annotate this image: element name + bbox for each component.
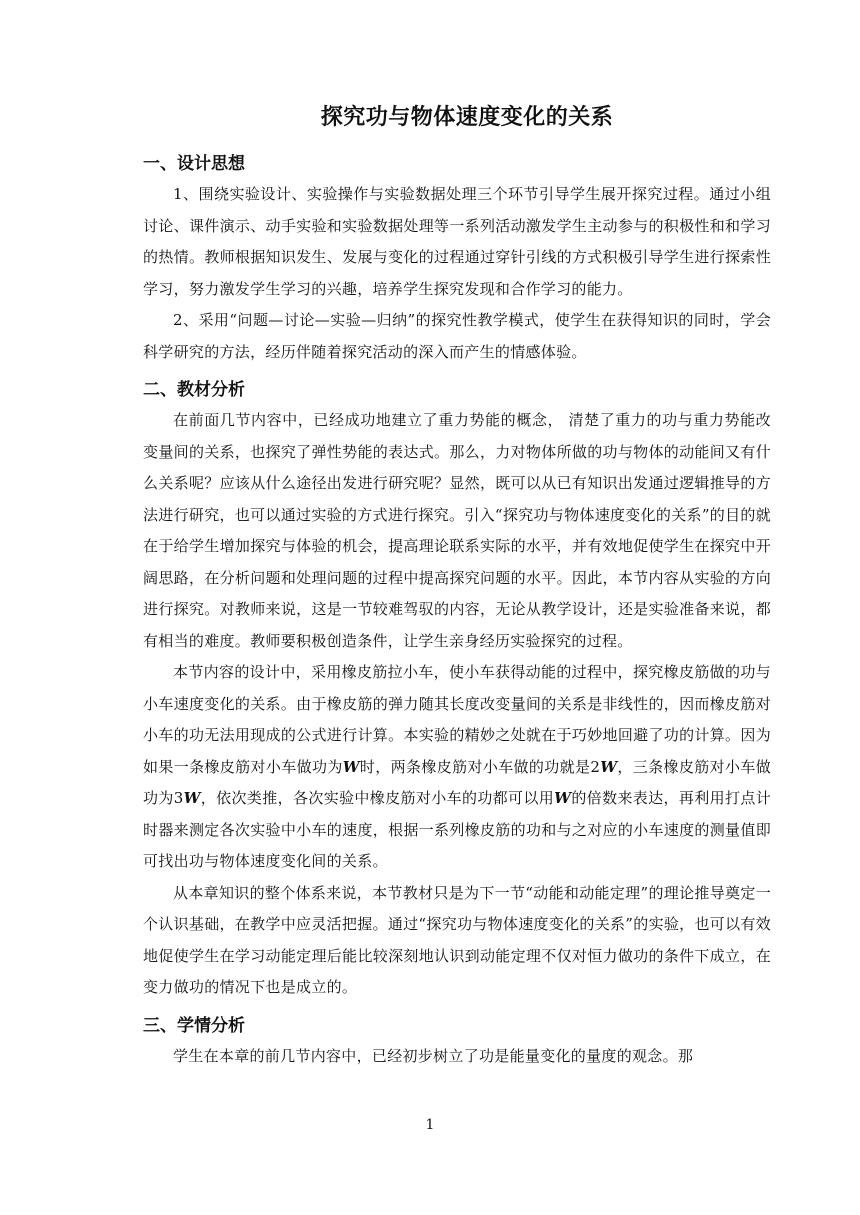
text-run: ，三条橡皮筋对小车做功为	[143, 757, 771, 807]
paragraph: 1、围绕实验设计、实验操作与实验数据处理三个环节引导学生展开探究过程。通过小组讨论、课件演示、动手实验和实验数据处理等一系列活动激发学生主动参与的积极性和和学习的热情。教师根据知识发生、发展与变化的过程通过穿针引线的方式积极引导学生进行探索性学习，努力激发学生学习的兴趣，培养学生探究发现和合作学习的能力。	[143, 185, 771, 298]
number: 3	[173, 789, 184, 807]
section-heading-design-idea: 一、设计思想	[143, 154, 245, 174]
document-body	[143, 98, 771, 1072]
section-heading-textbook-analysis: 二、教材分析	[143, 380, 245, 400]
text-run: 本节内容的设计中，采用橡皮筋拉小车，使小车获得动能的过程中，探究橡皮筋做的功与小车速度变化的关系。由于橡皮筋的弹力随其长度改变量间的关系是非线性的，因而橡皮筋对小车的功无法用现成的公式进行计算。本实验的精妙之处就在于巧妙地回避了功的计算。因为如果一条橡皮筋对小车做功为	[143, 663, 771, 776]
text-run: 时，两条橡皮筋对小车做的功就是	[359, 757, 591, 776]
variable-w: W	[183, 789, 201, 807]
paragraph: 2、采用“问题—讨论—实验—归纳”的探究性教学模式，使学生在获得知识的同时，学会科学研究的方法，经历伴随着探究活动的深入而产生的情感体验。	[143, 311, 771, 361]
section-heading-student-analysis: 三、学情分析	[143, 1015, 245, 1036]
paragraph: 学生在本章的前几节内容中，已经初步树立了功是能量变化的量度的观念。那	[173, 1046, 694, 1065]
paragraph: 在前面几节内容中，已经成功地建立了重力势能的概念， 清楚了重力的功与重力势能改变量间的关系，也探究了弹性势能的表达式。那么，力对物体所做的功与物体的动能间又有什么关系呢？应该从什么途径出发进行研究呢？显然，既可以从已有知识出发通过逻辑推导的方法进行研究，也可以通过实验的方式进行探究。引入“探究功与物体速度变化的关系”的目的就在于给学生增加探究与体验的机会，提高理论联系实际的水平，并有效地促使学生在探究中开阔思路，在分析问题和处理问题的过程中提高探究问题的水平。因此，本节内容从实验的方向进行探究。对教师来说，这是一节较难驾驭的内容，无论从教学设计，还是实验准备来说，都有相当的难度。教师要积极创造条件，让学生亲身经历实验探究的过程。	[143, 411, 771, 650]
number: 2	[590, 757, 601, 776]
paragraph-with-variables	[143, 657, 771, 878]
paragraph: 从本章知识的整个体系来说，本节教材只是为下一节“动能和动能定理”的理论推导奠定一个认识基础，在教学中应灵活把握。通过“探究功与物体速度变化的关系”的实验，也可以有效地促使学生在学习动能定理后能比较深刻地认识到动能定理不仅对恒力做功的条件下成立，在变力做功的情况下也是成立的。	[143, 883, 771, 996]
page-title: 探究功与物体速度变化的关系	[320, 105, 614, 130]
text-run: ，依次类推，各次实验中橡皮筋对小车的功都可以用	[200, 789, 555, 807]
variable-w: W	[600, 757, 618, 776]
page-number: 1	[425, 1117, 435, 1133]
variable-w: W	[342, 757, 360, 776]
variable-w: W	[554, 789, 572, 807]
text-run: 的倍数来表达，再利用打点计时器来测定各次实验中小车的速度，根据一系列橡皮筋的功和与之对应的小车速度的测量值即可找出功与物体速度变化间的关系。	[143, 789, 772, 870]
